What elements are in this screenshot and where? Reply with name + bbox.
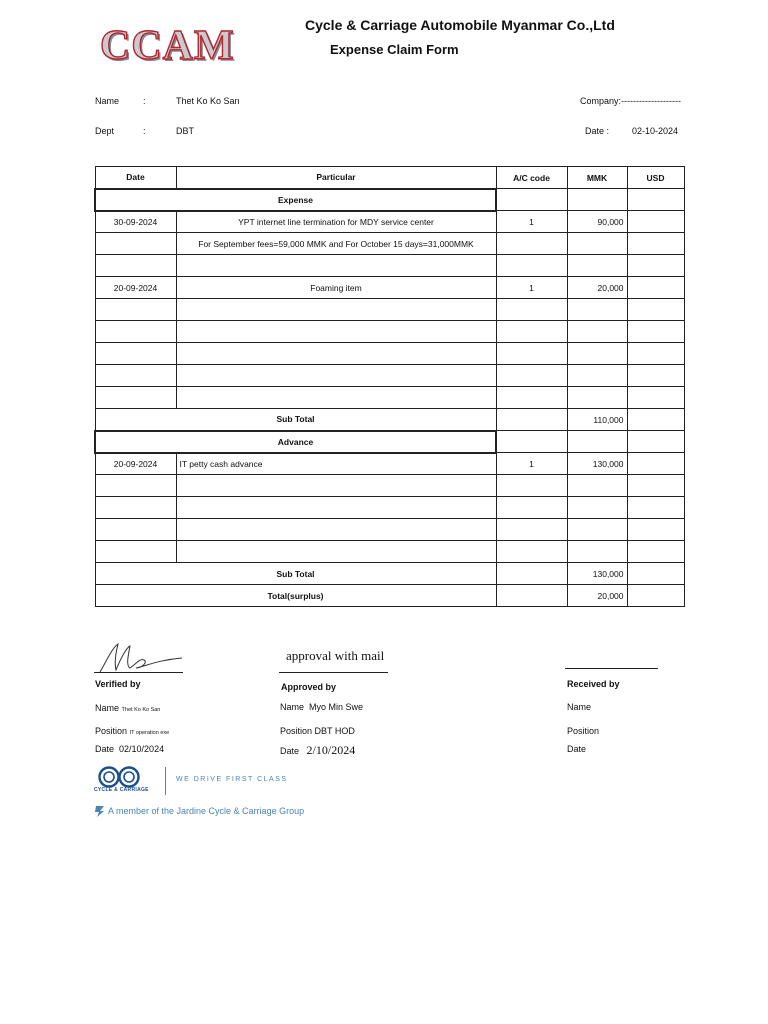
jardine-group-icon [94,804,106,818]
advance-cell-mmk [567,519,627,541]
expense-cell-ac: 1 [496,211,567,233]
company-label: Company:-------------------- [580,96,681,106]
approver-date [280,743,355,758]
expense-cell-particular: For September fees=59,000 MMK and For October 15 days=31,000MMK [176,233,496,255]
verifier-position-label: Position [95,726,128,736]
company-title: Cycle & Carriage Automobile Myanmar Co.,Ltd [305,17,615,33]
table-cell [496,189,567,211]
expense-cell-usd [627,343,684,365]
approver-name [280,702,363,712]
name-value: Thet Ko Ko San [176,96,240,106]
approval-note: approval with mail [286,648,385,663]
approver-signature-line [279,672,388,673]
expense-cell-date [95,233,176,255]
header-usd: USD [627,167,684,189]
date-value: 02-10-2024 [632,126,679,136]
header-mmk: MMK [567,167,627,189]
expense-cell-mmk: 20,000 [567,277,627,299]
advance-cell-date [95,497,176,519]
advance-row [95,541,684,563]
ccam-logo: CCAM [100,23,235,69]
expense-row [95,321,684,343]
advance-row [95,519,684,541]
expense-cell-mmk [567,387,627,409]
expense-cell-mmk [567,343,627,365]
approver-name-value: Myo Min Swe [309,702,364,712]
cycle-carriage-logo-icon [94,766,144,788]
approver-position-value: DBT HOD [314,726,355,736]
advance-cell-date [95,519,176,541]
expense-table [94,166,685,607]
approver-date-value: 2/10/2024 [306,743,356,757]
approver-position-label: Position [280,726,313,736]
table-cell [627,563,684,585]
header-date: Date [95,167,176,189]
advance-cell-particular [176,497,496,519]
form-title: Expense Claim Form [330,42,459,57]
advance-cell-ac [496,519,567,541]
expense-section-row [95,189,684,211]
verifier-position [95,726,169,736]
expense-cell-particular [176,255,496,277]
receiver-date-label: Date [567,744,587,754]
expense-row [95,255,684,277]
verifier-name [95,703,160,713]
expense-cell-usd [627,299,684,321]
brand-tagline: WE DRIVE FIRST CLASS [176,776,288,783]
verifier-name-label: Name [95,703,120,713]
advance-cell-usd [627,497,684,519]
brand-name: CYCLE & CARRIAGE [94,787,149,793]
expense-subtotal-label: Sub Total [95,409,496,431]
advance-row [95,497,684,519]
received-by-title: Received by [567,679,620,689]
advance-cell-ac [496,475,567,497]
expense-section-label: Expense [95,189,496,211]
header-particular: Particular [176,167,496,189]
advance-cell-usd [627,519,684,541]
expense-cell-date [95,343,176,365]
receiver-position-label: Position [567,726,600,736]
table-cell [496,409,567,431]
total-value: 20,000 [567,585,627,607]
advance-cell-usd [627,453,684,475]
expense-cell-usd [627,255,684,277]
expense-cell-ac [496,255,567,277]
approved-by-title: Approved by [281,682,337,692]
verifier-date-value: 02/10/2024 [119,744,165,754]
verifier-position-value: IT operation exe [129,730,170,736]
table-cell [627,189,684,211]
expense-cell-date [95,321,176,343]
receiver-signature-line [565,668,658,669]
advance-row [95,453,684,475]
advance-cell-usd [627,541,684,563]
table-cell [627,585,684,607]
expense-cell-ac [496,387,567,409]
expense-row [95,211,684,233]
advance-cell-ac [496,497,567,519]
expense-cell-mmk: 90,000 [567,211,627,233]
expense-cell-ac [496,299,567,321]
expense-cell-usd [627,211,684,233]
expense-cell-mmk [567,255,627,277]
expense-cell-date [95,299,176,321]
expense-cell-particular [176,299,496,321]
advance-cell-mmk [567,475,627,497]
advance-cell-mmk: 130,000 [567,453,627,475]
table-cell [627,409,684,431]
expense-row [95,299,684,321]
expense-cell-ac [496,365,567,387]
expense-row [95,365,684,387]
expense-row [95,387,684,409]
expense-cell-date: 20-09-2024 [95,277,176,299]
advance-row [95,475,684,497]
verifier-date-label: Date [95,744,115,754]
receiver-name-label: Name [567,702,592,712]
verifier-date [95,744,164,754]
expense-cell-date: 30-09-2024 [95,211,176,233]
dept-label: Dept [95,126,115,136]
expense-row [95,277,684,299]
advance-cell-particular [176,519,496,541]
advance-cell-date [95,541,176,563]
expense-row [95,233,684,255]
expense-subtotal-row [95,409,684,431]
table-cell [496,585,567,607]
table-cell [627,431,684,453]
table-cell [567,431,627,453]
advance-cell-date: 20-09-2024 [95,453,176,475]
dept-colon: : [143,126,146,136]
advance-section-row [95,431,684,453]
verifier-signature-icon [96,638,186,676]
expense-cell-date [95,387,176,409]
expense-row [95,343,684,365]
expense-cell-usd [627,321,684,343]
brand-divider [165,767,166,795]
expense-cell-particular: YPT internet line termination for MDY service center [176,211,496,233]
expense-cell-usd [627,387,684,409]
total-row [95,585,684,607]
expense-cell-ac: 1 [496,277,567,299]
expense-cell-date [95,255,176,277]
expense-cell-particular [176,321,496,343]
advance-cell-particular: IT petty cash advance [176,453,496,475]
table-cell [496,563,567,585]
advance-cell-mmk [567,541,627,563]
header-ac-code: A/C code [496,167,567,189]
expense-cell-ac [496,233,567,255]
verified-by-title: Verified by [95,679,141,689]
table-header-row [95,167,684,189]
advance-cell-ac [496,541,567,563]
approver-date-label: Date [280,746,300,756]
dept-value: DBT [176,126,194,136]
expense-cell-particular [176,365,496,387]
verifier-name-value: Thet Ko Ko San [121,707,161,713]
expense-cell-usd [627,233,684,255]
advance-section-label: Advance [95,431,496,453]
name-colon: : [143,96,146,106]
table-cell [496,431,567,453]
group-member-text: A member of the Jardine Cycle & Carriage Group [108,806,305,816]
expense-cell-mmk [567,233,627,255]
advance-cell-usd [627,475,684,497]
expense-cell-ac [496,343,567,365]
expense-subtotal-value: 110,000 [567,409,627,431]
advance-cell-particular [176,541,496,563]
approver-name-label: Name [280,702,305,712]
advance-cell-date [95,475,176,497]
advance-subtotal-row [95,563,684,585]
verifier-signature-line [94,672,183,673]
advance-cell-ac: 1 [496,453,567,475]
approver-position [280,726,355,736]
advance-cell-mmk [567,497,627,519]
advance-subtotal-label: Sub Total [95,563,496,585]
expense-cell-particular [176,387,496,409]
expense-cell-mmk [567,321,627,343]
total-label: Total(surplus) [95,585,496,607]
expense-cell-mmk [567,299,627,321]
expense-cell-particular: Foaming item [176,277,496,299]
table-cell [567,189,627,211]
expense-cell-particular [176,343,496,365]
name-label: Name [95,96,120,106]
advance-subtotal-value: 130,000 [567,563,627,585]
expense-cell-ac [496,321,567,343]
expense-cell-usd [627,277,684,299]
advance-cell-particular [176,475,496,497]
expense-cell-date [95,365,176,387]
date-label: Date : [585,126,610,136]
expense-cell-mmk [567,365,627,387]
expense-cell-usd [627,365,684,387]
